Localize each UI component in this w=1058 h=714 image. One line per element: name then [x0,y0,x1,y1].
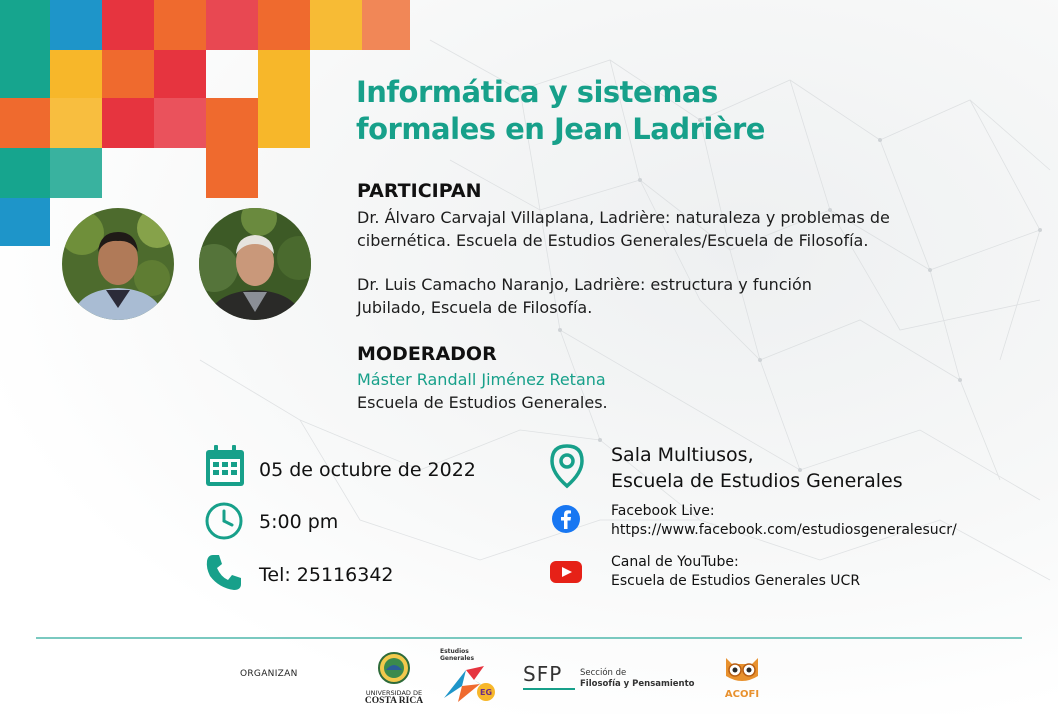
title-line-1: Informática y sistemas [356,75,718,109]
sfp-logo [523,662,703,698]
calendar-icon [205,444,245,488]
event-date: 05 de octubre de 2022 [259,459,476,481]
phone-icon [204,552,244,592]
ucr-seal-icon [377,652,411,684]
participants-heading: PARTICIPAN [357,180,482,202]
participant-2-line-2: Jubilado, Escuela de Filosofía. [357,298,593,317]
owl-icon [722,654,762,684]
ucr-name-line-1: UNIVERSIDAD DE [365,689,423,697]
participant-1-line-1: Dr. Álvaro Carvajal Villaplana, Ladrière: naturaleza y problemas de [357,208,890,227]
sfp-name-line-2: Filosofía y Pensamiento [580,679,695,689]
participant-2-description [357,273,1017,319]
event-title [356,74,956,148]
participant-1-line-2: cibernética. Escuela de Estudios Generales/Escuela de Filosofía. [357,231,869,250]
acofi-logo [718,654,766,700]
moderator-affiliation: Escuela de Estudios Generales. [357,393,608,412]
youtube-label: Canal de YouTube: [611,554,739,570]
estudios-generales-logo [440,648,500,706]
facebook-url-link[interactable]: https://www.facebook.com/estudiosgeneralesucr/ [611,522,957,538]
eg-emblem-icon [440,662,498,706]
facebook-label: Facebook Live: [611,503,715,519]
sfp-abbreviation: SFP [523,662,563,686]
venue-line-1: Sala Multiusos, [611,444,754,466]
event-venue [611,442,903,494]
sfp-name-line-1: Sección de [580,668,627,678]
participant-1-description [357,206,1017,252]
clock-icon [204,501,244,541]
location-pin-icon [548,443,586,489]
moderator-name: Máster Randall Jiménez Retana [357,370,606,389]
youtube-channel-link[interactable]: Escuela de Estudios Generales UCR [611,573,861,589]
facebook-block [611,502,957,540]
participant-2-line-1: Dr. Luis Camacho Naranjo, Ladrière: estructura y función [357,275,812,294]
event-phone: Tel: 25116342 [259,564,394,586]
ucr-logo [362,652,426,705]
eg-badge-text: EG [479,688,493,697]
footer-divider [36,637,1022,639]
organizers-label: ORGANIZAN [240,669,298,679]
venue-line-2: Escuela de Estudios Generales [611,470,903,492]
facebook-icon [551,504,581,534]
acofi-name: ACOFI [724,689,760,700]
eg-name-line-2: Generales [440,655,475,662]
participant-photo-2 [199,208,311,320]
ucr-name-line-2: COSTA RICA [364,696,424,706]
title-line-2: formales en Jean Ladrière [356,112,765,146]
youtube-block [611,553,860,591]
moderator-block [357,368,1017,414]
sfp-underline [523,688,575,690]
youtube-icon [549,559,583,585]
event-time: 5:00 pm [259,511,339,533]
moderator-heading: MODERADOR [357,343,497,365]
eg-name-line-1: Estudios [440,648,469,655]
participant-photo-1 [62,208,174,320]
